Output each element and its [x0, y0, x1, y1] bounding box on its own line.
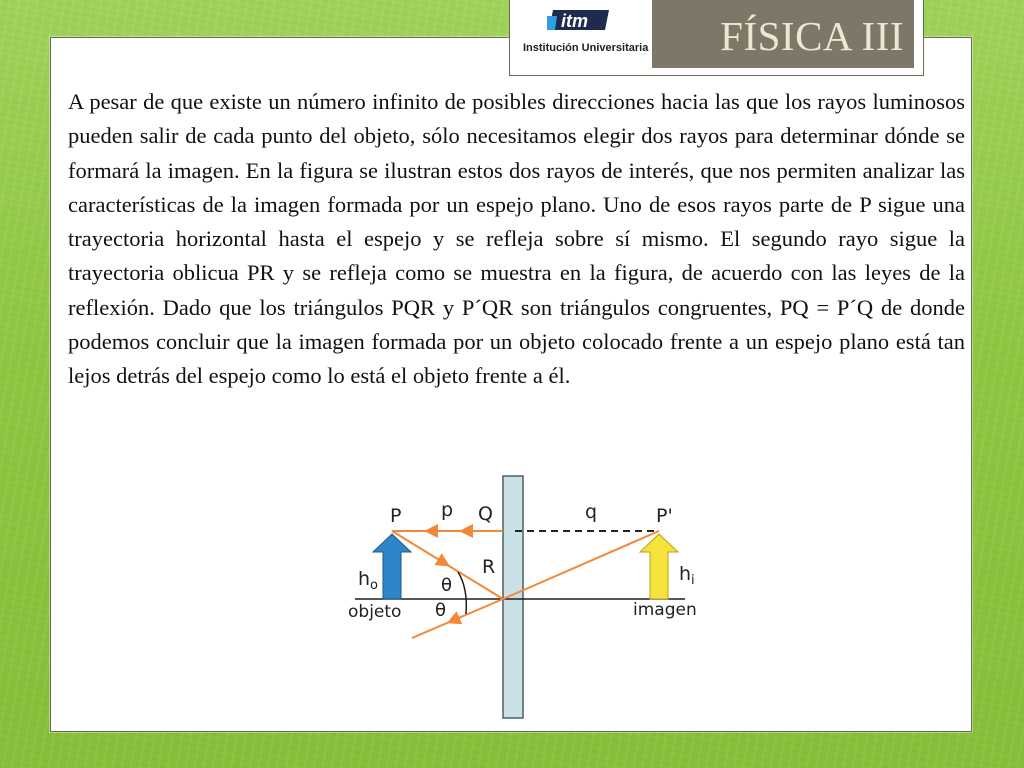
label-Q: Q — [478, 503, 493, 525]
angle-arc — [458, 572, 466, 614]
plane-mirror-diagram — [340, 472, 720, 722]
logo-caption: Institución Universitaria — [523, 42, 649, 54]
label-imagen: imagen — [633, 600, 697, 620]
itm-logo — [515, 0, 652, 68]
label-P: P — [390, 505, 402, 527]
label-theta-lower: θ — [435, 600, 447, 621]
label-q: q — [585, 501, 598, 523]
label-objeto: objeto — [348, 602, 402, 622]
reflected-ray-arrow — [453, 617, 462, 621]
logo-mark-text: itm — [561, 11, 588, 31]
title-box — [652, 0, 914, 68]
image-arrow — [640, 534, 678, 599]
body-paragraph: A pesar de que existe un número infinito de posibles direcciones hacia las que los rayos luminosos pueden salir de cada punto del objeto, sólo necesitamos elegir dos rayos para determinar dónde se formará la imagen. En la figura se ilustran estos dos rayos de interés, que nos permiten analizar las características de la imagen formada por un espejo plano. Uno de esos rayos parte de P sigue una trayectoria horizontal hasta el espejo y se refleja sobre sí mismo. El segundo rayo sigue la trayectoria oblicua PR y se refleja como se muestra en la figura, de acuerdo con las leyes de la reflexión. Dado que los triángulos PQR y P´QR son triángulos congruentes, PQ = P´Q de donde podemos concluir que la imagen formada por un objeto colocado frente a un espejo plano está tan lejos detrás del espejo como lo está el objeto frente a él. — [68, 89, 965, 389]
virtual-extension-ray — [503, 531, 659, 599]
slide-title: FÍSICA III — [720, 13, 904, 59]
label-theta-upper: θ — [441, 575, 453, 596]
label-ho-main: h — [358, 568, 371, 590]
label-R: R — [482, 556, 496, 578]
label-hi-sub: i — [691, 573, 695, 588]
label-P-prime: P' — [656, 505, 673, 527]
itm-logo-mark-icon — [547, 8, 611, 32]
object-arrow — [373, 534, 411, 599]
label-hi-main: h — [679, 563, 692, 585]
label-ho — [358, 568, 378, 593]
incident-ray-arrow — [435, 557, 444, 563]
label-hi — [679, 563, 695, 588]
label-ho-sub: o — [370, 578, 379, 593]
label-p: p — [441, 499, 454, 521]
